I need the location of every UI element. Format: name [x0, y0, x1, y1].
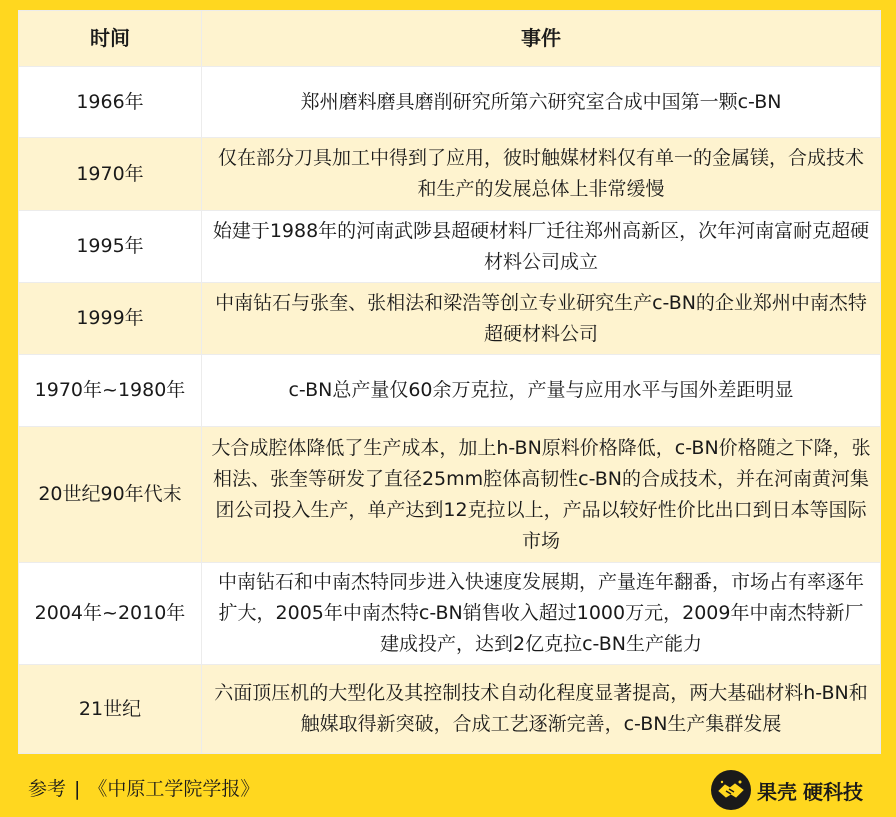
- row-event: 中南钻石和中南杰特同步进入快速度发展期，产量连年翻番，市场占有率逐年扩大，2005年中南杰特c-BN销售收入超过1000万元，2009年中南杰特新厂建成投产，达到2亿克拉c-BN生产能力: [202, 563, 881, 665]
- handshake-icon: [711, 770, 751, 810]
- header-time: 时间: [19, 11, 202, 67]
- reference-label: 参考: [28, 778, 67, 800]
- row-event: c-BN总产量仅60余万克拉，产量与应用水平与国外差距明显: [202, 355, 881, 427]
- row-time: 21世纪: [19, 665, 202, 754]
- row-time: 1999年: [19, 283, 202, 355]
- row-time: 1970年: [19, 138, 202, 211]
- table-row: [19, 283, 881, 355]
- table-row: [19, 665, 881, 754]
- reference-footer: [28, 774, 259, 801]
- table-header-row: [19, 11, 881, 67]
- row-event: 中南钻石与张奎、张相法和梁浩等创立专业研究生产c-BN的企业郑州中南杰特超硬材料公司: [202, 283, 881, 355]
- brand-main: 果壳: [757, 779, 797, 804]
- row-time: 1966年: [19, 67, 202, 138]
- table-row: [19, 211, 881, 283]
- row-time: 2004年~2010年: [19, 563, 202, 665]
- table-row: [19, 67, 881, 138]
- row-event: 始建于1988年的河南武陟县超硬材料厂迁往郑州高新区，次年河南富耐克超硬材料公司成立: [202, 211, 881, 283]
- header-event: 事件: [202, 11, 881, 67]
- table-row: [19, 563, 881, 665]
- reference-source: 《中原工学院学报》: [88, 778, 260, 800]
- row-event: 郑州磨料磨具磨削研究所第六研究室合成中国第一颗c-BN: [202, 67, 881, 138]
- row-event: 大合成腔体降低了生产成本，加上h-BN原料价格降低，c-BN价格随之下降，张相法、张奎等研发了直径25mm腔体高韧性c-BN的合成技术，并在河南黄河集团公司投入生产，单产达到12克拉以上，产品以较好性价比出口到日本等国际市场: [202, 427, 881, 563]
- timeline-table-container: [18, 10, 880, 754]
- row-event: 仅在部分刀具加工中得到了应用，彼时触媒材料仅有单一的金属镁，合成技术和生产的发展总体上非常缓慢: [202, 138, 881, 211]
- row-event: 六面顶压机的大型化及其控制技术自动化程度显著提高，两大基础材料h-BN和触媒取得新突破，合成工艺逐渐完善，c-BN生产集群发展: [202, 665, 881, 754]
- brand-logo: [711, 768, 863, 812]
- row-time: 1970年~1980年: [19, 355, 202, 427]
- brand-name: [757, 776, 863, 805]
- table-row: [19, 138, 881, 211]
- timeline-table: [18, 10, 881, 754]
- brand-sub: 硬科技: [803, 779, 863, 804]
- reference-separator: |: [74, 778, 81, 800]
- row-time: 1995年: [19, 211, 202, 283]
- row-time: 20世纪90年代末: [19, 427, 202, 563]
- table-row: [19, 355, 881, 427]
- table-row: [19, 427, 881, 563]
